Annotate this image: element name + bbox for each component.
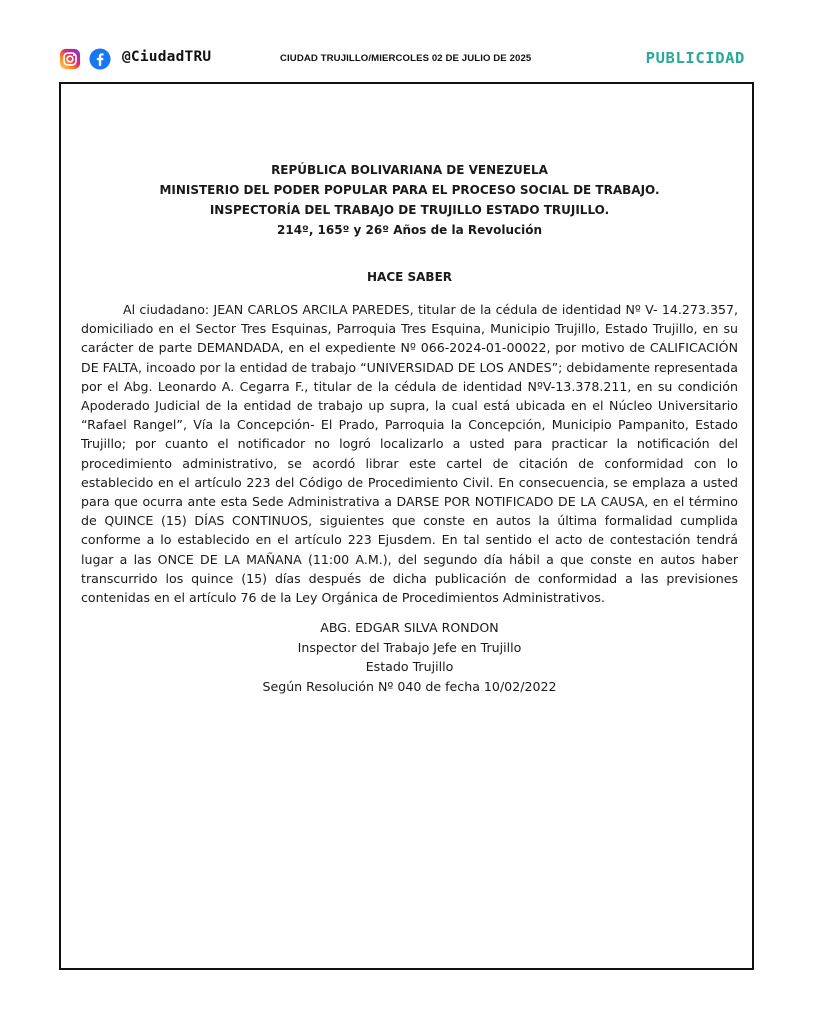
signatory-state: Estado Trujillo bbox=[365, 659, 454, 675]
notice-content bbox=[81, 160, 738, 696]
notice-subject: HACE SABER bbox=[366, 270, 453, 284]
facebook-icon[interactable] bbox=[89, 48, 111, 70]
notice-body: Al ciudadano: JEAN CARLOS ARCILA PAREDES, titular de la cédula de identidad Nº V- 14.273.357, domiciliado en el Sector Tres Esquinas, Parroquia Tres Esquina, Municipio Trujillo, Estado Trujillo, en su carácter de parte DEMANDADA, en el expediente Nº 066-2024-01-00022, por motivo de CALIFICACIÓN DE FALTA, incoado por la entidad de trabajo “UNIVERSIDAD DE LOS ANDES”; debidamente representada por el Abg. Leonardo A. Cegarra F., titular de la cédula de identidad NºV-13.378.211, en su condición Apoderado Judicial de la entidad de trabajo up supra, la cual está ubicada en el Núcleo Universitario “Rafael Rangel”, Vía la Concepción- El Prado, Parroquia la Concepción, Municipio Pampanito, Estado Trujillo; por cuanto el notificador no logró localizarlo a usted para practicar la notificación del procedimiento administrativo, se acordó librar este cartel de citación de conformidad con lo establecido en el artículo 223 del Código de Procedimiento Civil. En consecuencia, se emplaza a usted para que ocurra ante esta Sede Administrativa a DARSE POR NOTIFICADO DE LA CAUSA, en el término de QUINCE (15) DÍAS CONTINUOS, siguientes que conste en autos la última formalidad cumplida conforme a lo establecido en el artículo 223 Ejusdem. En tal sentido el acto de contestación tendrá lugar a las ONCE DE LA MAÑANA (11:00 A.M.), del segundo día hábil a que conste en autos haber transcurrido los quince (15) días después de dicha publicación de conformidad a las previsiones contenidas en el artículo 76 de la Ley Orgánica de Procedimientos Administrativos. bbox=[81, 302, 738, 606]
page-header bbox=[0, 44, 819, 76]
heading-ministry: MINISTERIO DEL PODER POPULAR PARA EL PROCESO SOCIAL DE TRABAJO. bbox=[159, 183, 660, 197]
social-handle[interactable]: @CiudadTRU bbox=[122, 49, 212, 65]
section-label: PUBLICIDAD bbox=[645, 49, 745, 67]
signatory-name: ABG. EDGAR SILVA RONDON bbox=[320, 620, 499, 636]
heading-years: 214º, 165º y 26º Años de la Revolución bbox=[277, 223, 542, 237]
heading-republic: REPÚBLICA BOLIVARIANA DE VENEZUELA bbox=[271, 163, 548, 177]
signature-block bbox=[81, 618, 738, 696]
signatory-resolution: Según Resolución Nº 040 de fecha 10/02/2022 bbox=[262, 678, 557, 694]
instagram-icon[interactable] bbox=[59, 48, 81, 70]
dateline: CIUDAD TRUJILLO/MIERCOLES 02 DE JULIO DE 2025 bbox=[280, 53, 532, 64]
signatory-title: Inspector del Trabajo Jefe en Trujillo bbox=[297, 639, 522, 655]
document-heading bbox=[81, 160, 738, 240]
heading-inspectorate: INSPECTORÍA DEL TRABAJO DE TRUJILLO ESTADO TRUJILLO. bbox=[209, 203, 610, 217]
